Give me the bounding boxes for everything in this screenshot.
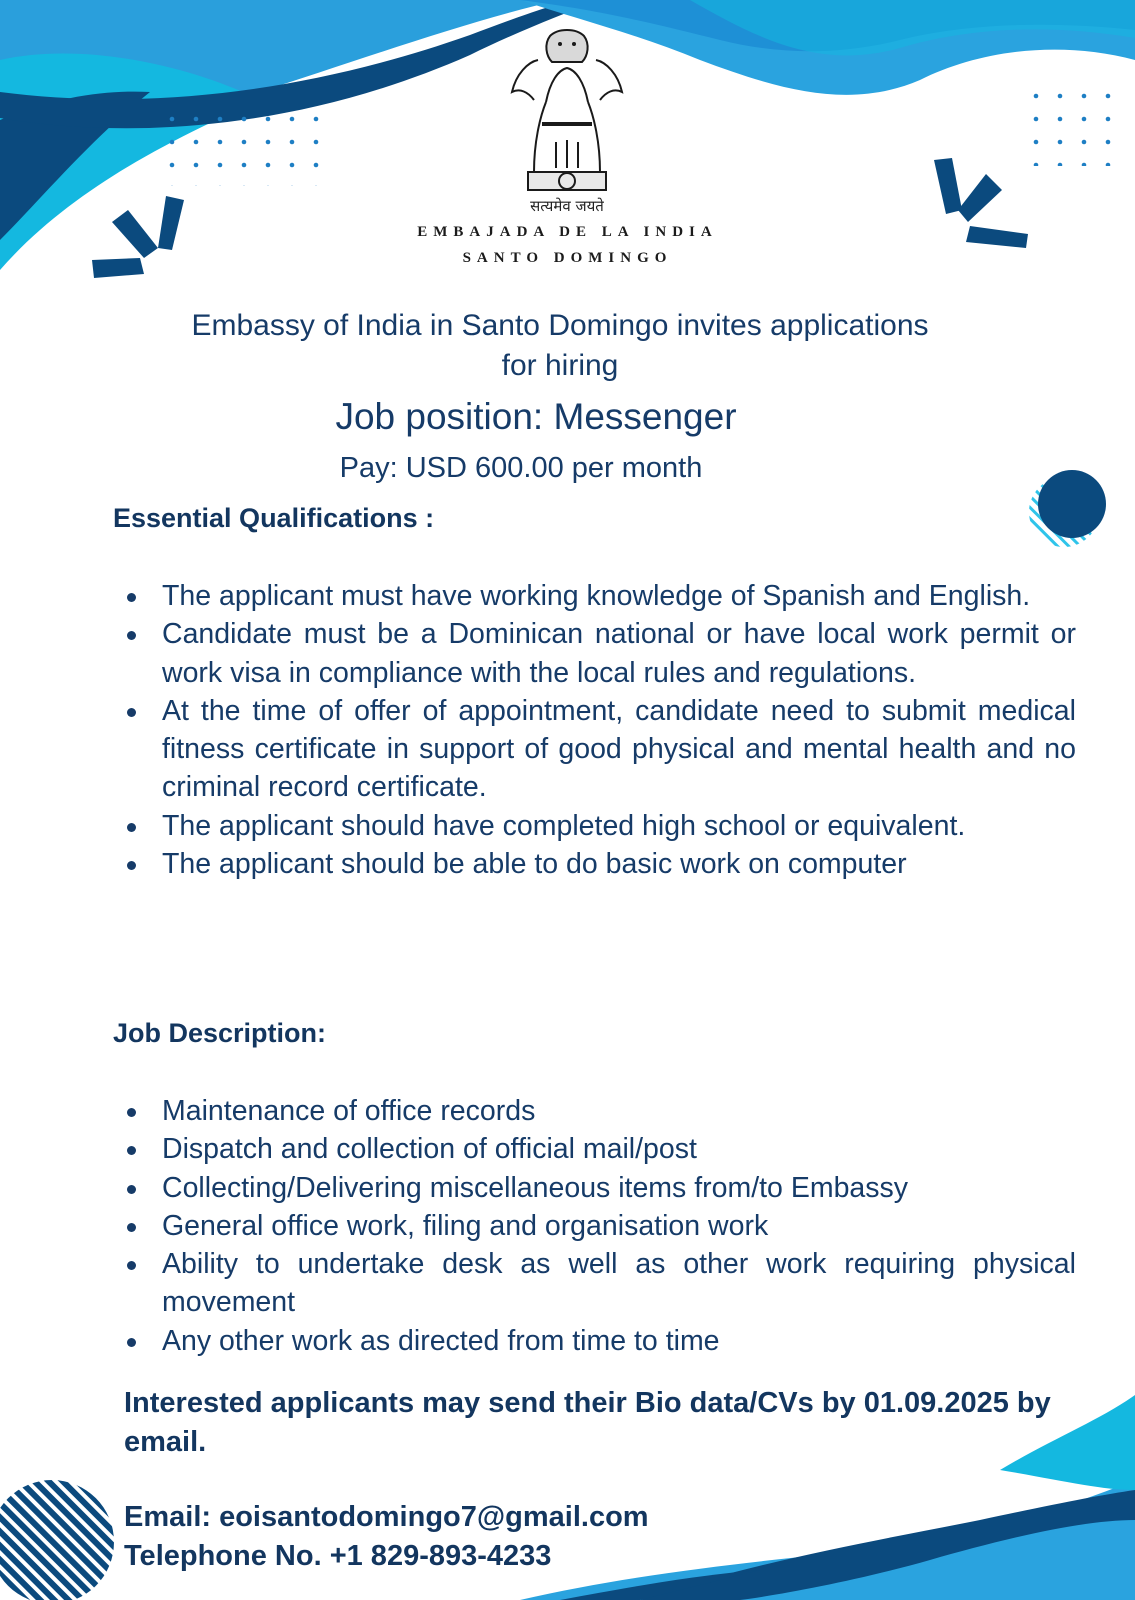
contact-email[interactable]: Email: eoisantodomingo7@gmail.com [124, 1501, 649, 1533]
list-item: Ability to undertake desk as well as other work requiring physical movement [114, 1245, 1076, 1322]
list-item: Dispatch and collection of official mail/post [114, 1130, 1076, 1168]
list-item: The applicant should have completed high school or equivalent. [114, 807, 1076, 845]
job-description-heading: Job Description: [113, 1018, 327, 1048]
national-emblem-icon [498, 22, 636, 197]
list-item: The applicant should be able to do basic work on computer [114, 845, 1076, 883]
list-item: At the time of offer of appointment, candidate need to submit medical fitness certificate in support of good physical and mental health and no criminal record certificate. [114, 692, 1076, 807]
embassy-name-line2: SANTO DOMINGO [462, 250, 673, 266]
contact-telephone: Telephone No. +1 829-893-4233 [124, 1540, 552, 1572]
qualifications-heading: Essential Qualifications : [113, 503, 435, 533]
embassy-name-line1: EMBAJADA DE LA INDIA [417, 224, 718, 240]
qualifications-list [114, 577, 1076, 883]
intro-line1: Embassy of India in Santo Domingo invites applications [191, 309, 929, 342]
list-item: General office work, filing and organisation work [114, 1207, 1076, 1245]
intro-line2: for hiring [501, 349, 619, 382]
list-item: Maintenance of office records [114, 1092, 1076, 1130]
list-item: Candidate must be a Dominican national or have local work permit or work visa in compliance with the local rules and regulations. [114, 615, 1076, 692]
contact-block [124, 1498, 649, 1576]
application-instructions: Interested applicants may send their Bio data/CVs by 01.09.2025 by email. [124, 1387, 1051, 1458]
pay-text: Pay: USD 600.00 per month [339, 452, 703, 484]
job-description-list [114, 1092, 1076, 1360]
list-item: The applicant must have working knowledge of Spanish and English. [114, 577, 1076, 615]
job-title: Job position: Messenger [335, 396, 737, 437]
list-item: Any other work as directed from time to time [114, 1322, 1076, 1360]
intro-text [120, 306, 1000, 386]
embassy-name-block [380, 219, 755, 271]
list-item: Collecting/Delivering miscellaneous items from/to Embassy [114, 1169, 1076, 1207]
emblem-motto: सत्यमेव जयते [530, 197, 604, 215]
